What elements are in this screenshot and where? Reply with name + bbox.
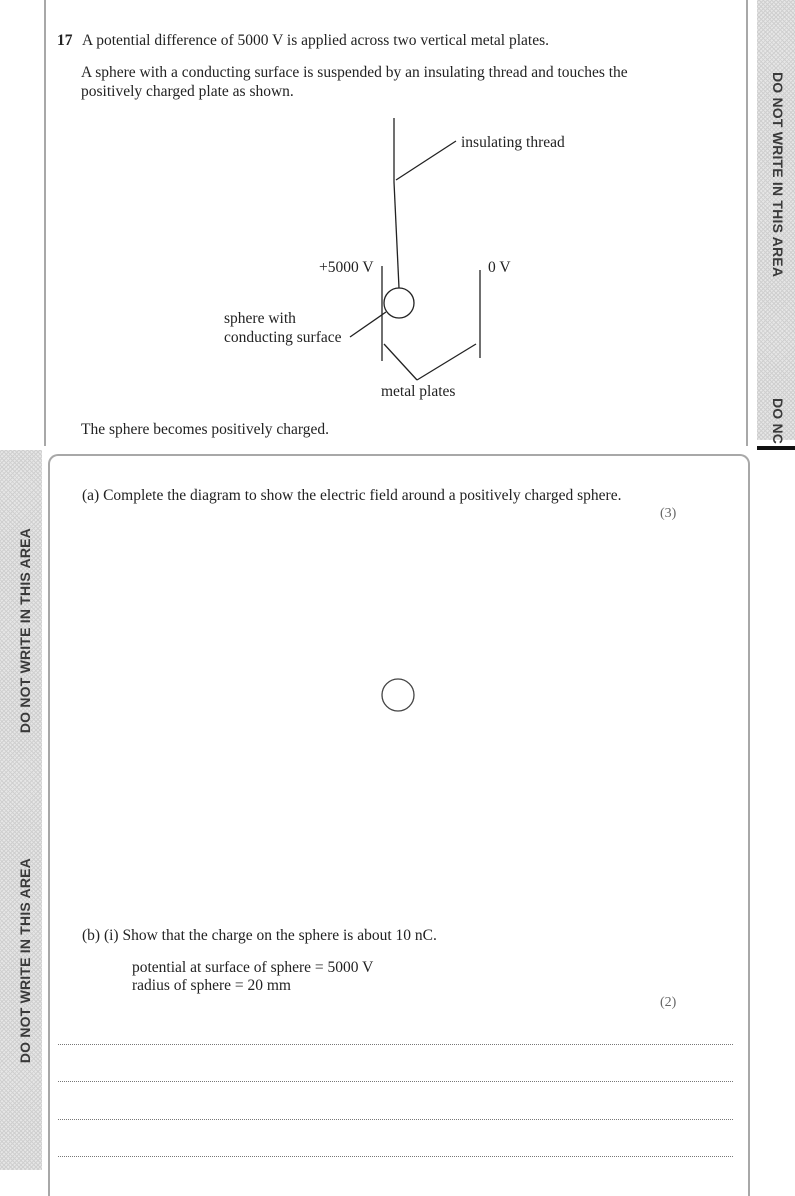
sphere	[384, 288, 414, 318]
label-zero-voltage: 0 V	[488, 259, 511, 276]
part-b-text: (b) (i) Show that the charge on the sphere is about 10 nC.	[82, 927, 437, 944]
part-b-marks: (2)	[660, 995, 677, 1010]
charged-sphere-circle	[382, 679, 414, 711]
thread-label-leader	[396, 141, 456, 180]
sphere-charged-text: The sphere becomes positively charged.	[81, 421, 330, 438]
answer-line-4[interactable]	[58, 1156, 733, 1157]
label-positive-voltage: +5000 V	[319, 259, 374, 276]
part-a-marks: (3)	[660, 506, 677, 521]
part-b-given-potential: potential at surface of sphere = 5000 V	[132, 959, 374, 976]
answer-line-1[interactable]	[58, 1044, 733, 1045]
question-paragraph-line2: positively charged plate as shown.	[81, 83, 294, 100]
label-insulating-thread: insulating thread	[461, 134, 565, 151]
plates-leader-left	[384, 344, 417, 380]
plates-leader-right	[417, 344, 476, 380]
label-metal-plates: metal plates	[381, 383, 456, 400]
charged-sphere-drawing	[378, 675, 418, 715]
answer-line-2[interactable]	[58, 1081, 733, 1082]
question-paragraph-line1: A sphere with a conducting surface is suspended by an insulating thread and touches the	[81, 64, 628, 81]
part-a-drawing-area[interactable]	[60, 530, 730, 910]
right-margin-label: DO NOT WRITE IN THIS AREA	[770, 72, 786, 278]
left-margin-label-lower: DO NOT WRITE IN THIS AREA	[17, 858, 33, 1064]
part-b-given-radius: radius of sphere = 20 mm	[132, 977, 291, 994]
left-margin-label-upper: DO NOT WRITE IN THIS AREA	[17, 528, 33, 734]
right-margin-label-cut: DO NC	[770, 398, 786, 445]
label-sphere-line1: sphere with	[224, 310, 296, 327]
thread-line	[394, 182, 399, 288]
label-sphere-line2: conducting surface	[224, 329, 342, 346]
question-stem: A potential difference of 5000 V is applied across two vertical metal plates.	[82, 32, 550, 49]
part-a-text: (a) Complete the diagram to show the electric field around a positively charged sphere.	[82, 487, 622, 504]
answer-line-3[interactable]	[58, 1119, 733, 1120]
question-number: 17	[57, 32, 73, 49]
sphere-label-leader	[350, 312, 386, 337]
